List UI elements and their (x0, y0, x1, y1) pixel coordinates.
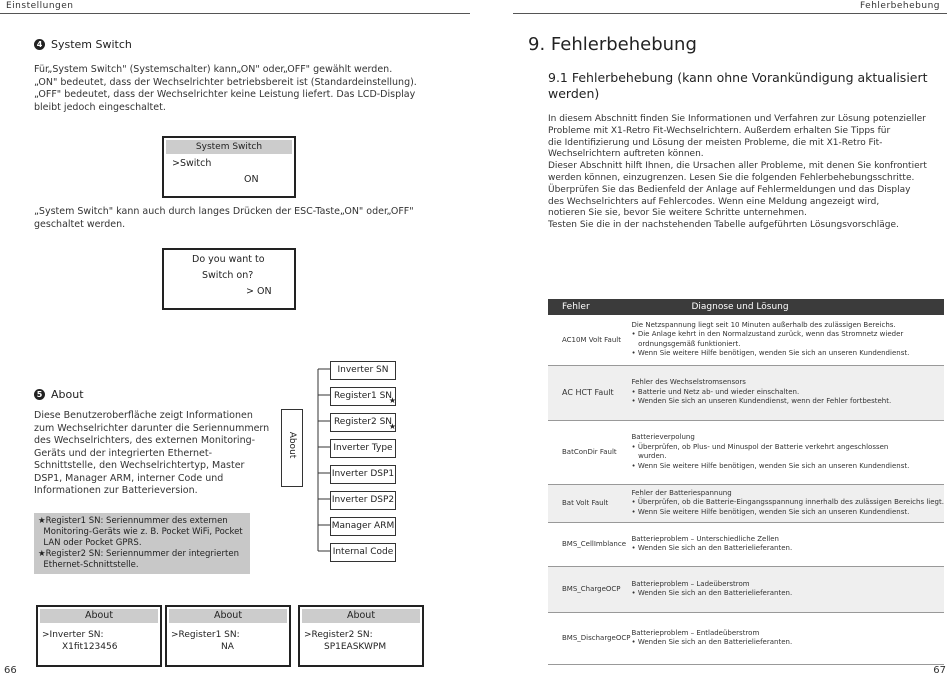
section-number-badge: 4 (34, 39, 45, 50)
section-system-switch-title (34, 38, 132, 51)
lcd-line: >Switch (172, 158, 212, 169)
paragraph-line: Testen Sie die in der nachstehenden Tabelle aufgeführten Lösungsvorschläge. (548, 220, 899, 231)
chapter-title: 9. Fehlerbehebung (528, 34, 697, 55)
table-header-row (548, 299, 944, 315)
lcd-value: X1fit123456 (62, 642, 118, 652)
page-number: 66 (4, 665, 17, 676)
error-code: AC10M Volt Fault (548, 315, 631, 365)
paragraph-line: Schnittstelle, den Wechselrichtertyp, Master (34, 460, 245, 471)
diagnosis-cell: Fehler des Wechselstromsensors • Batterie und Netz ab- und wieder einschalten. • Wenden Sie sich an unseren Kundendienst, wenn der Fehler fortbesteht. (631, 365, 943, 420)
error-code: BMS_CellImblance (548, 522, 631, 566)
paragraph-line: „OFF" bedeutet, dass der Wechselrichter keine Leistung liefert. Das LCD-Display (34, 89, 416, 100)
lcd-screen-system-switch (162, 136, 296, 198)
lcd-screen-register2-sn (298, 605, 424, 667)
tree-item-register2-sn: Register2 SN ★ (330, 413, 396, 432)
note-line: Ethernet-Schnittstelle. (38, 560, 139, 570)
subtitle-line: 9.1 Fehlerbehebung (kann ohne Vorankündigung aktualisiert (548, 70, 928, 85)
intro-paragraph (548, 114, 948, 232)
paragraph-line: des Wechselrichters auf Fehlercodes. Wenn eine Meldung angezeigt wird, (548, 196, 880, 207)
page-number: 67 (933, 665, 946, 676)
lcd-line: >Register1 SN: (171, 630, 240, 640)
header-rule (0, 13, 470, 14)
error-code: Bat Volt Fault (548, 484, 631, 522)
paragraph-line: „ON" bedeutet, dass der Wechselrichter betriebsbereit ist (Standardeinstellung). (34, 76, 417, 88)
paragraph-line: Überprüfen Sie das Bedienfeld der Anlage auf Fehlermeldungen und das Display (548, 184, 911, 195)
tree-root-box (281, 409, 303, 487)
lcd-screen-register1-sn (165, 605, 291, 667)
tree-item-internal-code: Internal Code (330, 543, 396, 562)
error-code: BMS_DischargeOCP (548, 612, 631, 664)
paragraph-line: zum Wechselrichter darunter die Seriennummern (34, 422, 270, 434)
paragraph-line: notieren Sie sie, bevor Sie weitere Schritte unternehmen. (548, 208, 807, 219)
tree-item-inverter-sn: Inverter SN (330, 361, 396, 380)
lcd-value: ON (244, 174, 259, 185)
section-title-text: About (51, 388, 84, 401)
table-row (548, 522, 944, 566)
paragraph-line: Probleme mit X1-Retro Fit-Wechselrichtern. Außerdem erhalten Sie Tipps für (548, 125, 891, 136)
header-rule (513, 13, 947, 14)
diagnosis-cell: Batterieproblem – Unterschiedliche Zellen • Wenden Sie sich an den Batterielieferanten. (631, 522, 943, 566)
note-line: ★Register1 SN: Seriennummer des externen (38, 516, 228, 526)
paragraph-line: Diese Benutzeroberfläche zeigt Informationen (34, 410, 253, 421)
table-row (548, 315, 944, 365)
lcd-line: Switch on? (202, 270, 254, 281)
lcd-line: >Inverter SN: (42, 630, 104, 640)
paragraph-line: geschaltet werden. (34, 218, 126, 230)
table-row (548, 365, 944, 420)
subtitle-line: werden) (548, 86, 600, 101)
right-page (475, 0, 950, 679)
esc-paragraph (34, 206, 444, 231)
tree-item-inverter-type: Inverter Type (330, 439, 396, 458)
paragraph-line: werden können, einzugrenzen. Lesen Sie die folgenden Fehlerbehebungsschritte. (548, 172, 915, 183)
error-code: AC HCT Fault (548, 365, 631, 420)
note-line: LAN oder Pocket GPRS. (38, 538, 142, 548)
lcd-header: About (302, 609, 420, 623)
paragraph-line: Geräts und der integrierten Ethernet- (34, 447, 213, 459)
paragraph-line: Informationen zur Batterieversion. (34, 485, 198, 496)
diagnosis-cell: Die Netzspannung liegt seit 10 Minuten außerhalb des zulässigen Bereichs. • Die Anlage kehrt in den Normalzustand zurück, wenn das Stromnetz wieder ordnungsgemäß funktioniert. • Wenn Sie weitere Hilfe benötigen, wenden Sie sich an unseren Kundendienst. (631, 315, 943, 365)
section-about-title (34, 388, 84, 401)
lcd-header: System Switch (166, 140, 292, 154)
fault-table (548, 299, 944, 665)
table-row (548, 484, 944, 522)
paragraph-line: die Identifizierung und Lösung der meisten Probleme, die mit X1-Retro Fit- (548, 137, 883, 148)
table-row (548, 566, 944, 612)
col-header-error: Fehler (548, 299, 631, 315)
lcd-header: About (40, 609, 158, 623)
diagnosis-cell: Batterieproblem – Ladeüberstrom • Wenden Sie sich an den Batterielieferanten. (631, 566, 943, 612)
note-line: ★Register2 SN: Seriennummer der integrierten (38, 549, 239, 559)
paragraph-line: des Wechselrichters, des externen Monitoring- (34, 435, 256, 446)
about-paragraph (34, 410, 274, 498)
section-title-text: System Switch (51, 38, 132, 51)
error-code: BMS_ChargeOCP (548, 566, 631, 612)
diagnosis-cell: Batterieverpolung • Überprüfen, ob Plus- und Minuspol der Batterie verkehrt angeschlossen wurden. • Wenn Sie weitere Hilfe benötigen, wenden Sie sich an unseren Kundendienst. (631, 420, 943, 484)
lcd-line: >Register2 SN: (304, 630, 373, 640)
paragraph-line: Für„System Switch" (Systemschalter) kann„ON" oder„OFF" gewählt werden. (34, 64, 393, 75)
tree-item-inverter-dsp1: Inverter DSP1 (330, 465, 396, 484)
table-row (548, 612, 944, 664)
table-row (548, 420, 944, 484)
star-icon: ★ (388, 422, 396, 431)
lcd-screen-confirm (162, 248, 296, 310)
page-header: Einstellungen (6, 1, 74, 11)
tree-item-register1-sn: Register1 SN ★ (330, 387, 396, 406)
serial-number-note (34, 513, 250, 574)
lcd-value: NA (221, 642, 234, 652)
tree-item-manager-arm: Manager ARM (330, 517, 396, 536)
lcd-value: > ON (246, 286, 272, 297)
diagnosis-cell: Fehler der Batteriespannung • Überprüfen, ob die Batterie-Eingangsspannung innerhalb des zulässigen Bereichs liegt. • Wenn Sie weitere Hilfe benötigen, wenden Sie sich an unseren Kundendienst. (631, 484, 943, 522)
tree-item-inverter-dsp2: Inverter DSP2 (330, 491, 396, 510)
col-header-diagnosis: Diagnose und Lösung (631, 299, 943, 315)
lcd-header: About (169, 609, 287, 623)
section-number-badge: 5 (34, 389, 45, 400)
paragraph-line: bleibt jedoch eingeschaltet. (34, 101, 166, 113)
star-icon: ★ (388, 396, 396, 405)
system-switch-paragraph (34, 64, 434, 114)
note-line: Monitoring-Geräts wie z. B. Pocket WiFi, Pocket (38, 527, 243, 537)
paragraph-line: „System Switch" kann auch durch langes Drücken der ESC-Taste„ON" oder„OFF" (34, 206, 414, 217)
lcd-screen-inverter-sn (36, 605, 162, 667)
paragraph-line: DSP1, Manager ARM, interner Code und (34, 472, 224, 484)
section-subtitle (548, 70, 948, 102)
lcd-line: Do you want to (192, 254, 265, 265)
error-code: BatConDir Fault (548, 420, 631, 484)
paragraph-line: In diesem Abschnitt finden Sie Informationen und Verfahren zur Lösung potenzieller (548, 114, 926, 124)
diagnosis-cell: Batterieproblem – Entladeüberstrom • Wenden Sie sich an den Batterielieferanten. (631, 612, 943, 664)
lcd-value: SP1EASKWPM (324, 642, 387, 652)
paragraph-line: Dieser Abschnitt hilft Ihnen, die Ursachen aller Probleme, mit denen Sie konfrontiert (548, 161, 927, 172)
paragraph-line: Wechselrichtern auftreten können. (548, 149, 704, 160)
tree-root-label: About (287, 431, 297, 459)
page-header: Fehlerbehebung (860, 1, 940, 11)
